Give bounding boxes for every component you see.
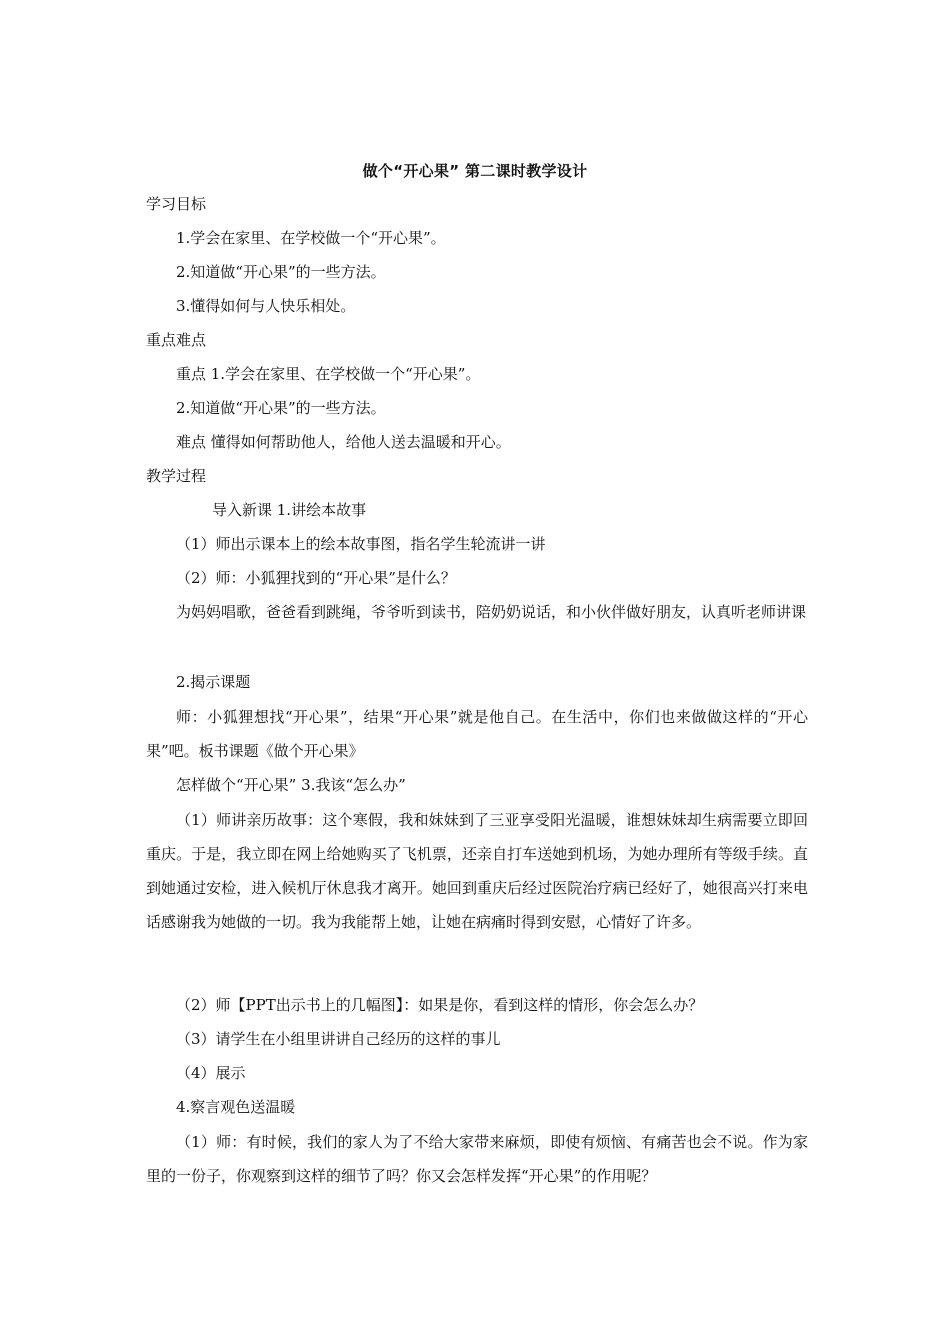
- process-intro: 导入新课 1.讲绘本故事: [212, 501, 367, 519]
- document-title: 做个“开心果” 第二课时教学设计: [362, 162, 588, 180]
- process-step: （1）师出示课本上的绘本故事图，指名学生轮流讲一讲: [176, 535, 546, 553]
- story-paragraph: （1）师讲亲历故事：这个寒假，我和妹妹到了三亚享受阳光温暖，谁想妹妹却生病需要立即回重庆。于是，我立即在网上给她购买了飞机票，还亲自打车送她到机场，为她办理所有等级手续。直到她通过安检，进入候机厅休息我才离开。她回到重庆后经过医院治疗病已经好了，她很高兴打来电话感谢我为她做的一切。我为我能帮上她，让她在病痛时得到安慰，心情好了许多。: [146, 811, 808, 931]
- goal-item: 1.学会在家里、在学校做一个“开心果”。: [176, 229, 446, 247]
- goal-item: 2.知道做“开心果”的一些方法。: [176, 263, 386, 281]
- process-step: （2）师【PPT出示书上的几幅图】：如果是你，看到这样的情形，你会怎么办？: [176, 996, 704, 1014]
- process-step: （4）展示: [176, 1064, 246, 1082]
- reveal-heading: 2.揭示课题: [176, 673, 251, 691]
- key-point-item: 难点 懂得如何帮助他人，给他人送去温暖和开心。: [176, 433, 511, 451]
- how-heading: 怎样做个“开心果” 3.我该“怎么办”: [176, 776, 406, 794]
- process-step: （2）师：小狐狸找到的“开心果”是什么？: [176, 569, 456, 587]
- section-heading-key-points: 重点难点: [146, 331, 207, 349]
- key-point-item: 2.知道做“开心果”的一些方法。: [176, 399, 386, 417]
- goal-item: 3.懂得如何与人快乐相处。: [176, 297, 356, 315]
- observe-paragraph: （1）师：有时候，我们的家人为了不给大家带来麻烦，即使有烦恼、有痛苦也会不说。作为家里的一份子，你观察到这样的细节了吗？你又会怎样发挥“开心果”的作用呢？: [146, 1133, 808, 1185]
- section-heading-goals: 学习目标: [146, 195, 207, 213]
- key-point-item: 重点 1.学会在家里、在学校做一个“开心果”。: [176, 365, 481, 383]
- reveal-paragraph: 师：小狐狸想找“开心果”，结果“开心果”就是他自己。在生活中，你们也来做做这样的“开心果”吧。板书课题《做个开心果》: [146, 708, 808, 760]
- process-step: （3）请学生在小组里讲讲自己经历的这样的事儿: [176, 1030, 501, 1048]
- observe-heading: 4.察言观色送温暖: [176, 1098, 296, 1116]
- process-answer-paragraph: 为妈妈唱歌，爸爸看到跳绳，爷爷听到读书，陪奶奶说话，和小伙伴做好朋友，认真听老师讲课: [176, 603, 807, 621]
- section-heading-process: 教学过程: [146, 467, 207, 485]
